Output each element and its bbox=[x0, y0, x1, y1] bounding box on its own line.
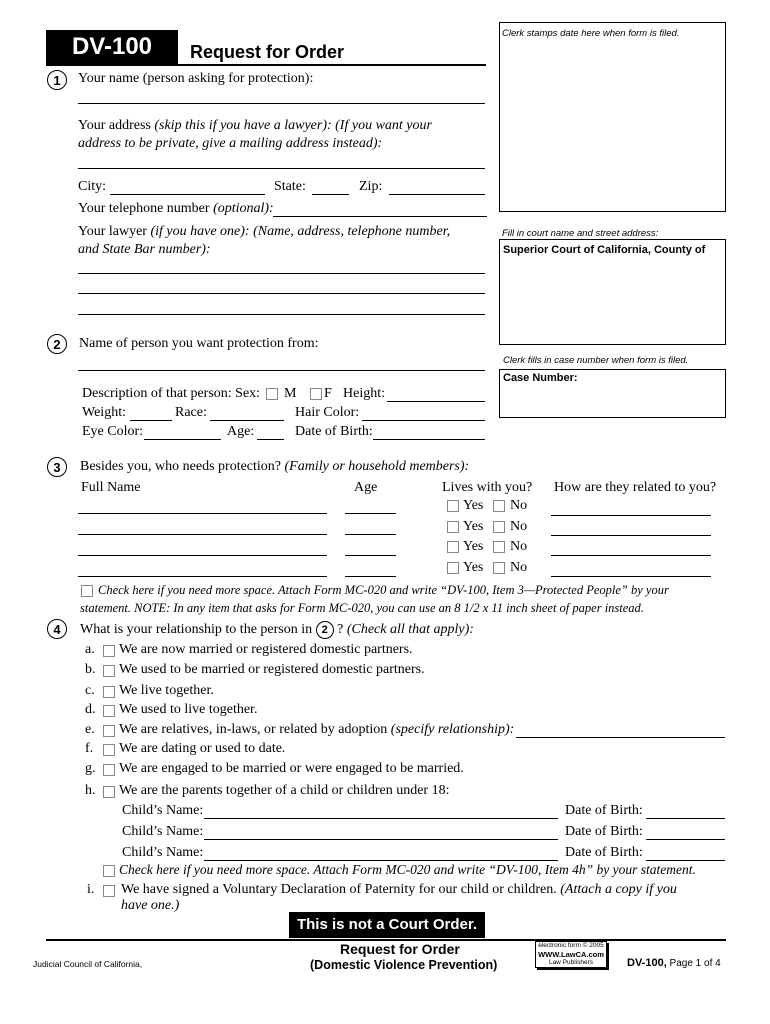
child-name-field[interactable] bbox=[204, 818, 558, 819]
item-text: We are the parents together of a child or children under 18: bbox=[119, 783, 450, 798]
lives-no-checkbox[interactable] bbox=[493, 521, 505, 533]
child-name-label: Child’s Name: bbox=[122, 845, 204, 860]
lives-no-checkbox[interactable] bbox=[493, 500, 505, 512]
protected-age-field[interactable] bbox=[345, 555, 396, 556]
protected-name-field[interactable] bbox=[78, 534, 327, 535]
relation-field[interactable] bbox=[551, 515, 711, 516]
child-dob-field[interactable] bbox=[646, 839, 725, 840]
race-field[interactable] bbox=[210, 420, 284, 421]
item-4h-more-space-checkbox[interactable] bbox=[103, 865, 115, 877]
protected-age-field[interactable] bbox=[345, 534, 396, 535]
lives-yes-checkbox[interactable] bbox=[447, 562, 459, 574]
footer-subtitle: (Domestic Violence Prevention) bbox=[310, 958, 498, 972]
child-dob-label: Date of Birth: bbox=[565, 824, 643, 839]
item-letter: a. bbox=[85, 642, 95, 657]
lawyer-field-3[interactable] bbox=[78, 314, 485, 315]
lives-yes-checkbox[interactable] bbox=[447, 500, 459, 512]
yes-label: Yes bbox=[463, 519, 484, 534]
relationship-label: What is your relationship to the person in 2 ? (Check all that apply): bbox=[80, 622, 474, 638]
child-name-label: Child’s Name: bbox=[122, 803, 204, 818]
col-related: How are they related to you? bbox=[554, 480, 717, 495]
address-field[interactable] bbox=[78, 168, 485, 169]
relationship-checkbox[interactable] bbox=[103, 686, 115, 698]
city-label: City: bbox=[78, 179, 107, 194]
child-name-field[interactable] bbox=[204, 860, 558, 861]
relationship-checkbox[interactable] bbox=[103, 725, 115, 737]
sex-m-checkbox[interactable] bbox=[266, 388, 278, 400]
paternity-checkbox[interactable] bbox=[103, 885, 115, 897]
restrained-name-label: Name of person you want protection from: bbox=[79, 336, 319, 351]
no-label: No bbox=[510, 519, 528, 534]
lawyer-label: Your lawyer (if you have one): (Name, address, telephone number, bbox=[78, 224, 451, 239]
protected-name-field[interactable] bbox=[78, 576, 327, 577]
your-name-label: Your name (person asking for protection): bbox=[78, 71, 314, 86]
col-full-name: Full Name bbox=[81, 480, 141, 495]
restrained-name-field[interactable] bbox=[78, 370, 485, 371]
phone-label: Your telephone number (optional): bbox=[78, 201, 274, 216]
relationship-checkbox[interactable] bbox=[103, 764, 115, 776]
address-note: address to be private, give a mailing address instead): bbox=[78, 136, 383, 151]
sex-f-label: F bbox=[324, 386, 332, 401]
weight-label: Weight: bbox=[82, 405, 126, 420]
item-text: We are engaged to be married or were engaged to be married. bbox=[119, 761, 464, 776]
child-dob-label: Date of Birth: bbox=[565, 803, 643, 818]
yes-label: Yes bbox=[463, 560, 484, 575]
state-label: State: bbox=[274, 179, 306, 194]
lives-no-checkbox[interactable] bbox=[493, 562, 505, 574]
state-field[interactable] bbox=[312, 194, 349, 195]
publisher-line-3: Law Publishers bbox=[548, 959, 594, 966]
item-i-text: We have signed a Voluntary Declaration of Paternity for our child or children. (Attach a copy if you bbox=[121, 882, 677, 897]
specify-relationship-field[interactable] bbox=[516, 737, 725, 738]
publisher-line-1: electronic form © 2005 bbox=[538, 942, 604, 949]
dob-field[interactable] bbox=[373, 439, 485, 440]
yes-label: Yes bbox=[463, 539, 484, 554]
race-label: Race: bbox=[175, 405, 207, 420]
item-4h-more-space-text: Check here if you need more space. Attach Form MC-020 and write “DV-100, Item 4h” by your statement. bbox=[119, 862, 696, 877]
child-name-label: Child’s Name: bbox=[122, 824, 204, 839]
height-label: Height: bbox=[343, 386, 385, 401]
item-letter: f. bbox=[85, 741, 94, 756]
header-rule bbox=[46, 64, 486, 66]
court-text: Superior Court of California, County of bbox=[503, 244, 706, 256]
relation-field[interactable] bbox=[551, 576, 711, 577]
sex-m-label: M bbox=[284, 386, 297, 401]
no-label: No bbox=[510, 498, 528, 513]
item-letter: d. bbox=[85, 702, 96, 717]
relation-field[interactable] bbox=[551, 535, 711, 536]
page-number: DV-100, Page 1 of 4 bbox=[627, 957, 721, 969]
relationship-checkbox[interactable] bbox=[103, 786, 115, 798]
hair-field[interactable] bbox=[362, 420, 485, 421]
item-text: We are relatives, in-laws, or related by adoption (specify relationship): bbox=[119, 722, 515, 737]
child-dob-field[interactable] bbox=[646, 860, 725, 861]
judicial-council: Judicial Council of California, bbox=[33, 959, 143, 969]
publisher-line-2: WWW.LawCA.com bbox=[538, 950, 604, 959]
lawyer-field-1[interactable] bbox=[78, 273, 485, 274]
no-label: No bbox=[510, 539, 528, 554]
zip-field[interactable] bbox=[389, 194, 485, 195]
relationship-checkbox[interactable] bbox=[103, 665, 115, 677]
zip-label: Zip: bbox=[359, 179, 383, 194]
yes-label: Yes bbox=[463, 498, 484, 513]
no-label: No bbox=[510, 560, 528, 575]
protected-people-label: Besides you, who needs protection? (Family or household members): bbox=[80, 459, 470, 474]
relationship-checkbox[interactable] bbox=[103, 744, 115, 756]
lives-yes-checkbox[interactable] bbox=[447, 521, 459, 533]
dob-label: Date of Birth: bbox=[295, 424, 373, 439]
not-court-order-banner: This is not a Court Order. bbox=[289, 912, 485, 938]
relation-field[interactable] bbox=[551, 555, 711, 556]
case-label: Clerk fills in case number when form is filed. bbox=[503, 355, 689, 366]
item-3-more-space-checkbox[interactable] bbox=[81, 585, 93, 597]
child-dob-label: Date of Birth: bbox=[565, 845, 643, 860]
item-letter: e. bbox=[85, 722, 95, 737]
height-field[interactable] bbox=[387, 401, 485, 402]
item-text: We used to live together. bbox=[119, 702, 258, 717]
relationship-checkbox[interactable] bbox=[103, 705, 115, 717]
item-text: We are dating or used to date. bbox=[119, 741, 286, 756]
protected-name-field[interactable] bbox=[78, 555, 327, 556]
lawyer-note: and State Bar number): bbox=[78, 242, 211, 257]
item-letter: b. bbox=[85, 662, 96, 677]
item-text: We are now married or registered domestic partners. bbox=[119, 642, 413, 657]
lives-no-checkbox[interactable] bbox=[493, 541, 505, 553]
court-label: Fill in court name and street address: bbox=[502, 228, 659, 239]
hair-label: Hair Color: bbox=[295, 405, 360, 420]
phone-field[interactable] bbox=[273, 216, 487, 217]
item-i-note: have one.) bbox=[121, 898, 180, 913]
item-3-number: 3 bbox=[47, 457, 67, 477]
form-id-banner: DV-100 bbox=[46, 30, 178, 64]
item-4-number: 4 bbox=[47, 619, 67, 639]
col-lives-with: Lives with you? bbox=[442, 480, 533, 495]
item-letter: g. bbox=[85, 761, 96, 776]
lives-yes-checkbox[interactable] bbox=[447, 541, 459, 553]
age-field[interactable] bbox=[257, 439, 284, 440]
col-age: Age bbox=[354, 480, 378, 495]
item-text: We live together. bbox=[119, 683, 214, 698]
your-name-field[interactable] bbox=[78, 103, 485, 104]
relationship-checkbox[interactable] bbox=[103, 645, 115, 657]
address-label: Your address (skip this if you have a lawyer): (If you want your bbox=[78, 118, 432, 133]
item-text: We used to be married or registered domestic partners. bbox=[119, 662, 425, 677]
description-label: Description of that person: Sex: bbox=[82, 386, 261, 401]
clerk-stamp-box bbox=[499, 22, 726, 212]
eye-label: Eye Color: bbox=[82, 424, 144, 439]
footer-title: Request for Order bbox=[340, 941, 460, 957]
clerk-stamp-label: Clerk stamps date here when form is filed. bbox=[502, 28, 680, 39]
lawyer-field-2[interactable] bbox=[78, 293, 485, 294]
item-3-note: statement. NOTE: In any item that asks for Form MC-020, you can use an 8 1/2 x 11 inch sheet of paper instead. bbox=[80, 601, 644, 615]
sex-f-checkbox[interactable] bbox=[310, 388, 322, 400]
item-1-number: 1 bbox=[47, 70, 67, 90]
page-title: Request for Order bbox=[190, 42, 345, 62]
item-letter: h. bbox=[85, 783, 96, 798]
item-2-number: 2 bbox=[47, 334, 67, 354]
protected-age-field[interactable] bbox=[345, 513, 396, 514]
eye-field[interactable] bbox=[144, 439, 221, 440]
city-field[interactable] bbox=[110, 194, 265, 195]
weight-field[interactable] bbox=[130, 420, 172, 421]
protected-age-field[interactable] bbox=[345, 576, 396, 577]
age-label: Age: bbox=[227, 424, 255, 439]
protected-name-field[interactable] bbox=[78, 513, 327, 514]
case-number-label: Case Number: bbox=[503, 372, 578, 384]
item-letter: c. bbox=[85, 683, 95, 698]
child-name-field[interactable] bbox=[204, 839, 558, 840]
item-i-letter: i. bbox=[87, 882, 95, 897]
publisher-badge bbox=[535, 941, 607, 968]
item-3-more-space-text: Check here if you need more space. Attach Form MC-020 and write “DV-100, Item 3—Protected People” by your bbox=[98, 583, 669, 597]
child-dob-field[interactable] bbox=[646, 818, 725, 819]
item-2-reference: 2 bbox=[316, 621, 334, 639]
